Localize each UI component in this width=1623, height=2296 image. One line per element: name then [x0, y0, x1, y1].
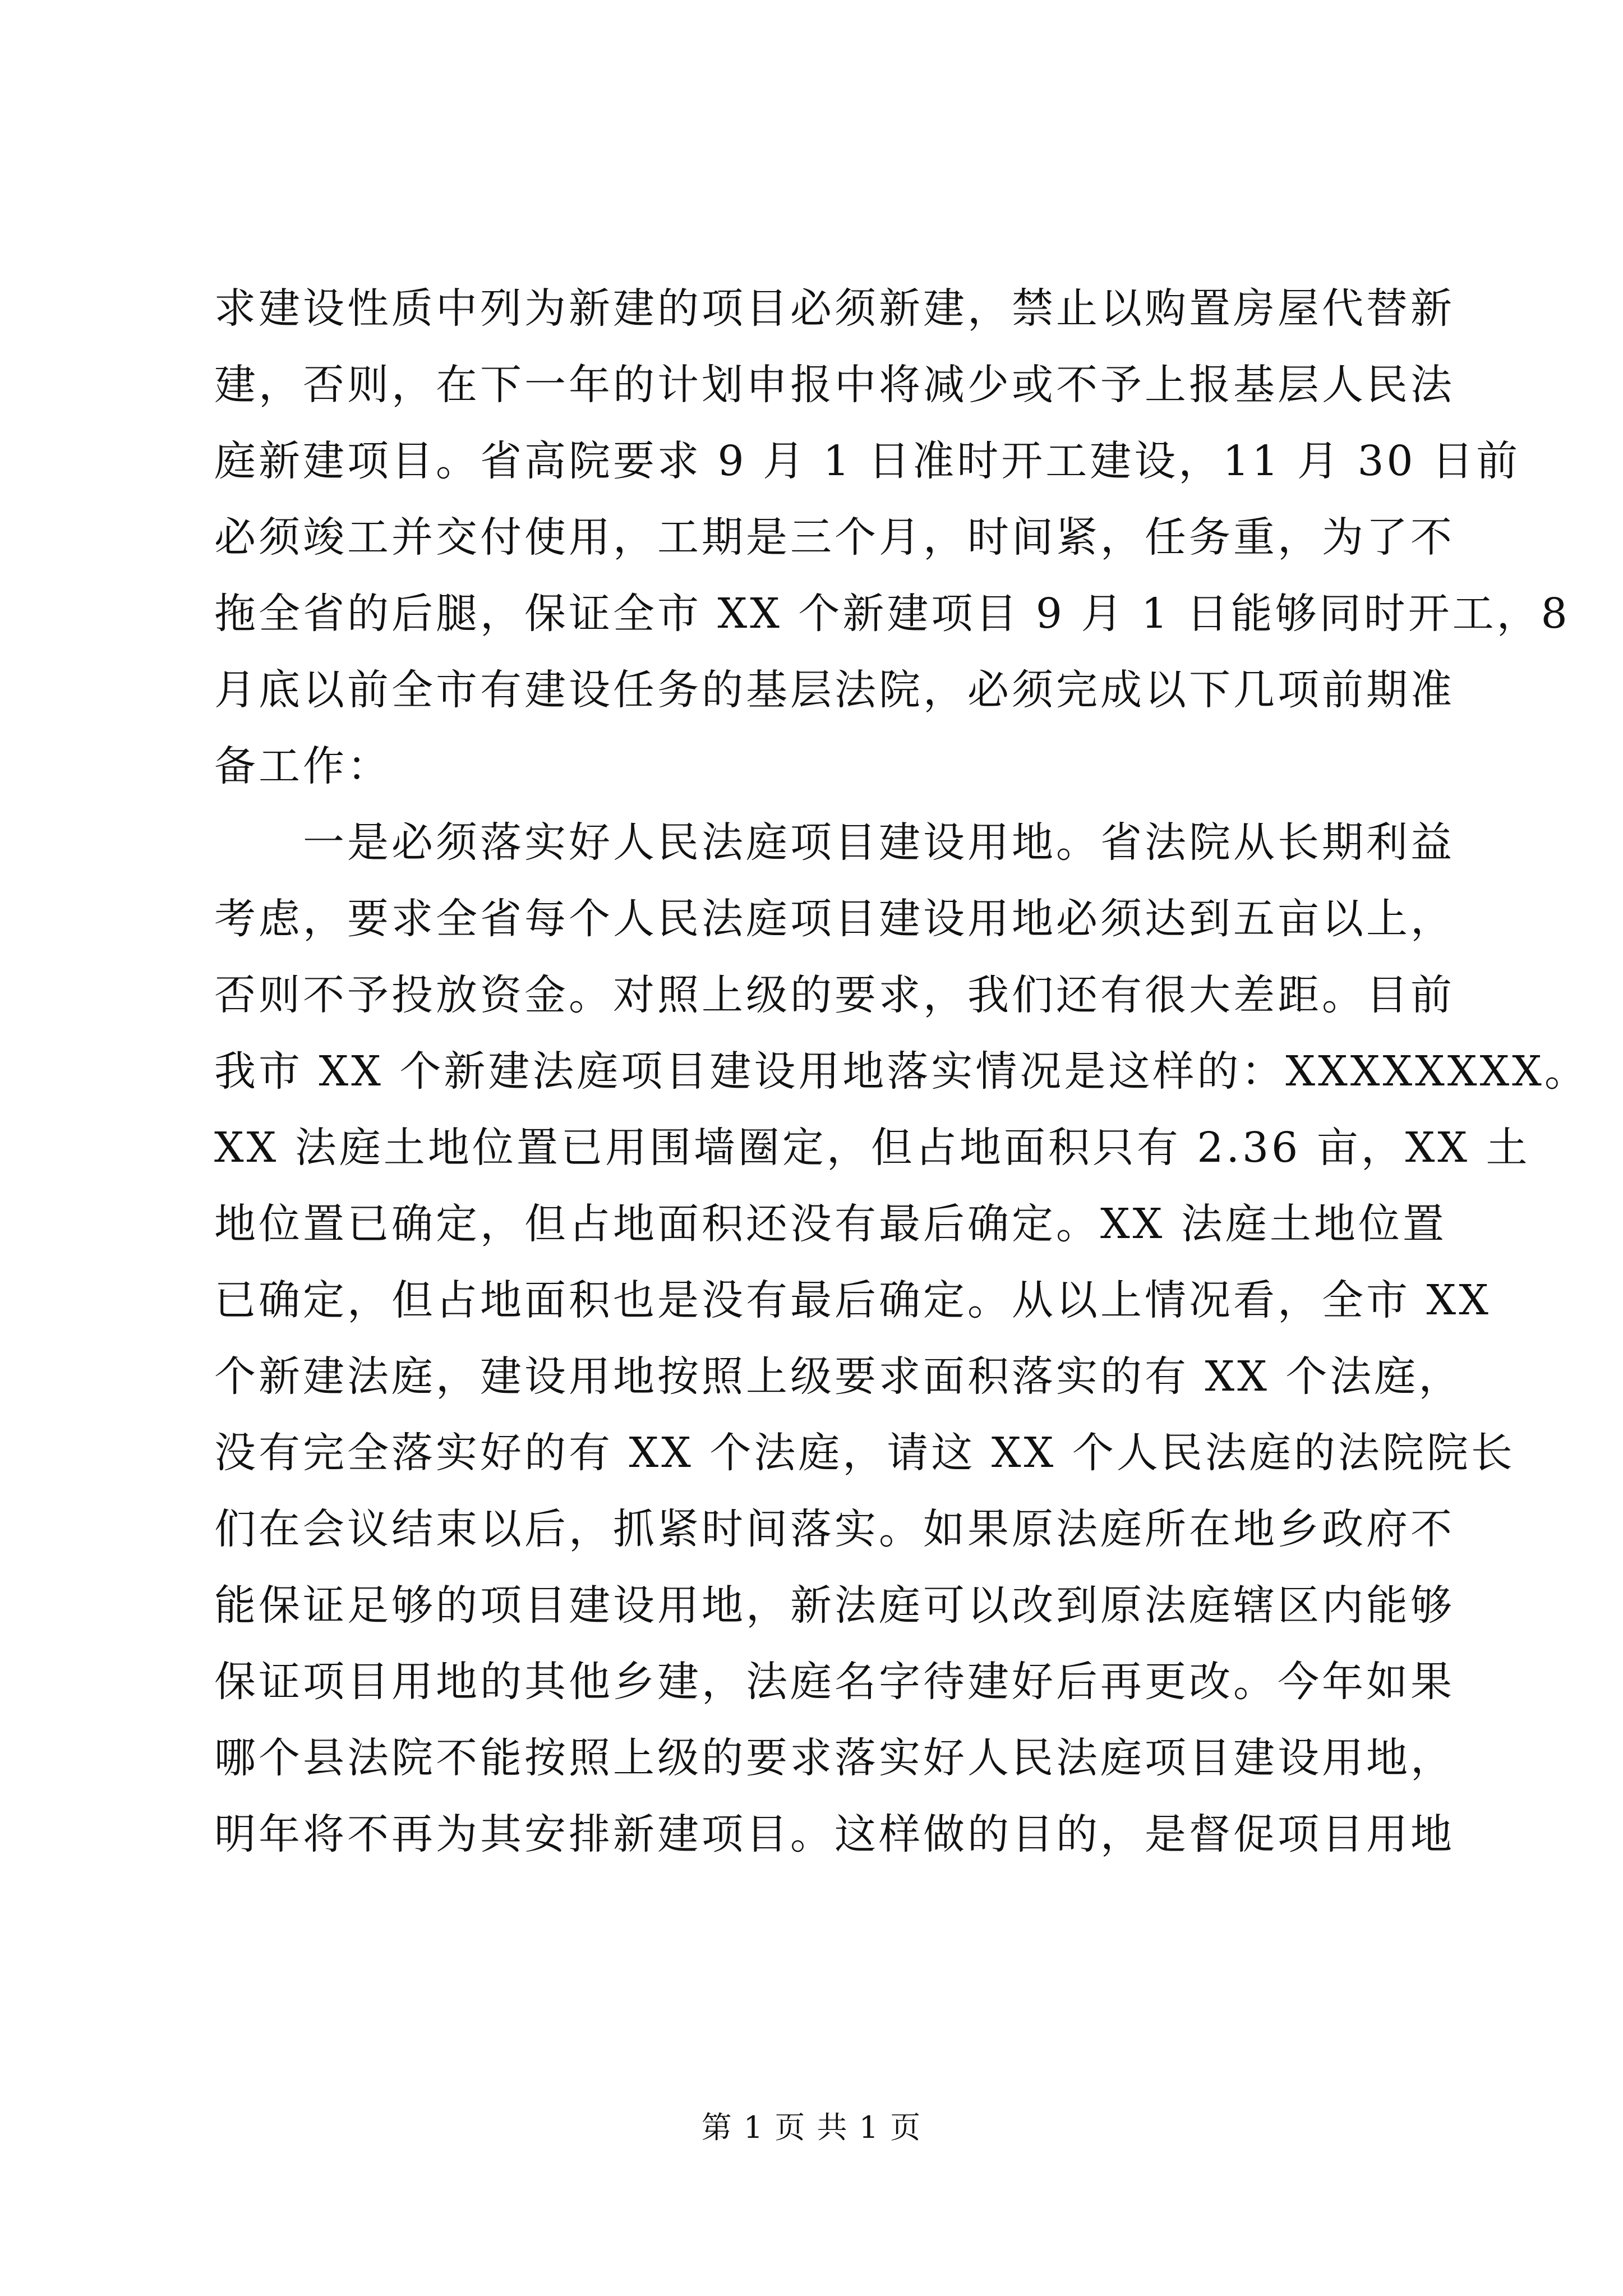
- text-line: 地位置已确定，但占地面积还没有最后确定。XX 法庭土地位置: [214, 1200, 1447, 1248]
- text-line: 建，否则，在下一年的计划申报中将减少或不予上报基层人民法: [214, 361, 1455, 409]
- paragraph-first-line: 一是必须落实好人民法庭项目建设用地。省法院从长期利益: [303, 818, 1455, 867]
- text-line: 们在会议结束以后，抓紧时间落实。如果原法庭所在地乡政府不: [214, 1505, 1455, 1553]
- text-line: 考虑，要求全省每个人民法庭项目建设用地必须达到五亩以上，: [214, 895, 1455, 943]
- text-line: 拖全省的后腿，保证全市 XX 个新建项目 9 月 1 日能够同时开工，8: [214, 590, 1570, 638]
- text-line: XX 法庭土地位置已用围墙圈定，但占地面积只有 2.36 亩，XX 土: [214, 1124, 1530, 1172]
- text-line: 必须竣工并交付使用，工期是三个月，时间紧，任务重，为了不: [214, 513, 1455, 562]
- text-line: 能保证足够的项目建设用地，新法庭可以改到原法庭辖区内能够: [214, 1581, 1455, 1630]
- page-footer: 第 1 页 共 1 页: [701, 2110, 922, 2145]
- text-line: 个新建法庭，建设用地按照上级要求面积落实的有 XX 个法庭，: [214, 1352, 1463, 1401]
- text-line: 我市 XX 个新建法庭项目建设用地落实情况是这样的：XXXXXXXX。: [214, 1047, 1589, 1096]
- text-line: 没有完全落实好的有 XX 个法庭，请这 XX 个人民法庭的法院院长: [214, 1429, 1515, 1477]
- text-line: 保证项目用地的其他乡建，法庭名字待建好后再更改。今年如果: [214, 1658, 1455, 1706]
- text-line: 月底以前全市有建设任务的基层法院，必须完成以下几项前期准: [214, 666, 1455, 714]
- text-line: 庭新建项目。省高院要求 9 月 1 日准时开工建设，11 月 30 日前: [214, 437, 1521, 485]
- document-body: [214, 270, 1589, 1872]
- text-line: 备工作：: [214, 742, 391, 790]
- text-line: 明年将不再为其安排新建项目。这样做的目的，是督促项目用地: [214, 1810, 1455, 1858]
- text-line: 哪个县法院不能按照上级的要求落实好人民法庭项目建设用地，: [214, 1734, 1455, 1782]
- text-line: 已确定，但占地面积也是没有最后确定。从以上情况看，全市 XX: [214, 1276, 1491, 1324]
- text-line: 否则不予投放资金。对照上级的要求，我们还有很大差距。目前: [214, 971, 1455, 1019]
- text-line: 求建设性质中列为新建的项目必须新建，禁止以购置房屋代替新: [214, 284, 1455, 333]
